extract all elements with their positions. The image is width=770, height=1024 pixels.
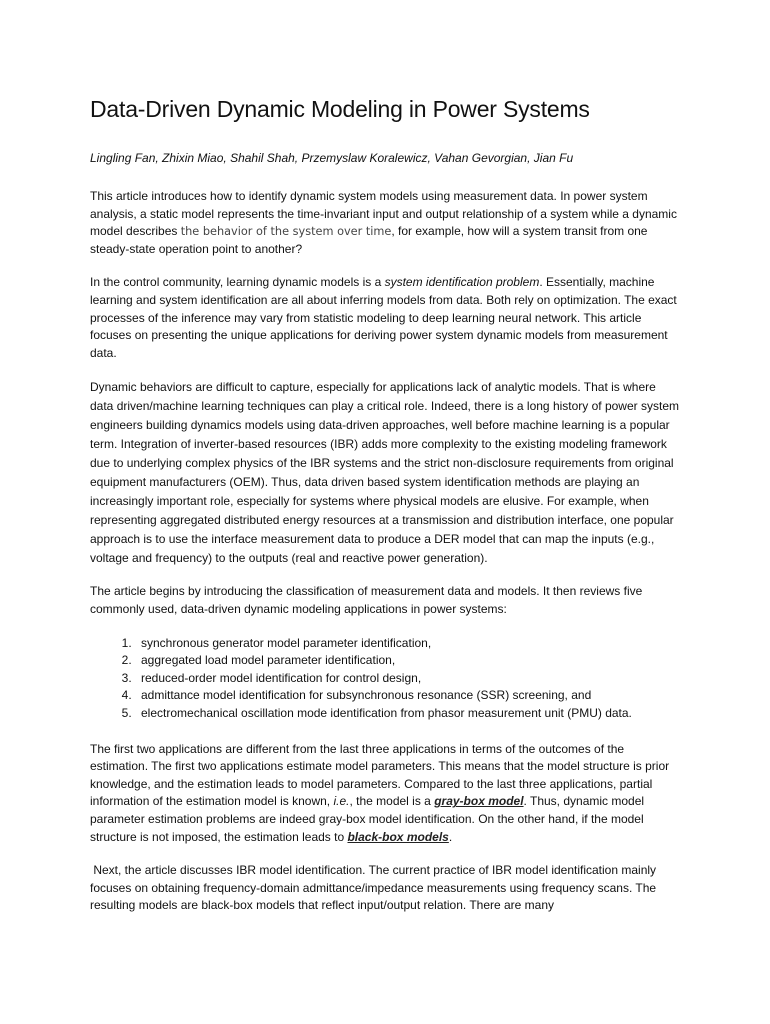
paragraph-article-overview: The article begins by introducing the classification of measurement data and models. It then reviews five commonly used, data-driven dynamic modeling applications in power systems: — [90, 584, 643, 616]
p5-text-e: . Thus, dynamic model parameter estimation problems are indeed gray-box model identification. On the other hand, if the model structure is not imposed, the estimation leads to — [90, 794, 645, 844]
p5-text-g: . — [448, 829, 453, 844]
p2-emphasis: system identification problem — [384, 275, 540, 290]
paragraph-control-community — [90, 274, 680, 362]
author-list: Lingling Fan, Zhixin Miao, Shahil Shah, Przemyslaw Koralewicz, Vahan Gevorgian, Jian Fu — [90, 151, 574, 165]
paragraph-model-types — [90, 741, 680, 847]
list-item: 1. synchronous generator model parameter identification, — [135, 635, 680, 653]
list-item: 5. electromechanical oscillation mode identification from phasor measurement unit (PMU) data. — [135, 705, 680, 723]
list-item: 3. reduced-order model identification for control design, — [135, 670, 680, 688]
list-item: 2. aggregated load model parameter identification, — [135, 652, 680, 670]
paragraph-intro — [90, 188, 680, 258]
paragraph-dynamic-behaviors: Dynamic behaviors are difficult to capture, especially for applications lack of analytic models. That is where data driven/machine learning techniques can play a critical role. Indeed, there is a long history of power system engineers building dynamics models using data-driven approaches, well before machine learning is a popular term. Integration of inverter-based resources (IBR) adds more complexity to the existing modeling framework due to underlying complex physics of the IBR systems and the strict non-disclosure requirements from original equipment manufacturers (OEM). Thus, data driven based system identification methods are playing an increasingly important role, especially for systems where physical models are elusive. For example, when representing aggregated distributed energy resources at a transmission and distribution interface, one popular approach is to use the interface measurement data to produce a DER model that can map the inputs (e.g., voltage and frequency) to the outputs (real and reactive power generation). — [90, 380, 679, 565]
paper-title: Data-Driven Dynamic Modeling in Power Systems — [90, 96, 590, 122]
list-item: 4. admittance model identification for subsynchronous resonance (SSR) screening, and — [135, 687, 680, 705]
p1-text-c: , for example, how will a system transit from one steady-state operation point to another? — [90, 224, 648, 256]
black-box-models-term: black-box models — [347, 829, 449, 844]
applications-list — [90, 635, 680, 723]
paper-page — [90, 94, 680, 931]
p1-text-a: This article introduces how to identify dynamic system models using measurement data. In power system analysis, a static model represents the time-invariant input and output relationship of a system while a dynamic model describes — [90, 189, 677, 239]
p1-highlight: the behavior of the system over time — [180, 225, 392, 239]
p5-text-c: , the model is a — [349, 794, 435, 809]
p5-ie: i.e. — [333, 794, 350, 809]
p5-text-a: The first two applications are different from the last three applications in terms of the outcomes of the estimation. The first two applications estimate model parameters. This means that the model structure is prior knowledge, and the estimation leads to model parameters. Compared to the last three applications, partial information of the estimation model is known, — [90, 741, 670, 809]
paragraph-ibr-identification: Next, the article discusses IBR model identification. The current practice of IBR model identification mainly focuses on obtaining frequency-domain admittance/impedance measurements using frequency scans. The resulting models are black-box models that reflect input/output relation. There are many — [90, 863, 660, 913]
gray-box-model-term: gray-box model — [434, 794, 524, 809]
p2-text-c: . Essentially, machine learning and system identification are all about inferring models from data. Both rely on optimization. The exact processes of the inference may vary from statistic modeling to deep learning neural network. This article focuses on presenting the unique applications for deriving power system dynamic models from measurement data. — [90, 275, 677, 360]
p2-text-a: In the control community, learning dynamic models is a — [90, 275, 385, 290]
